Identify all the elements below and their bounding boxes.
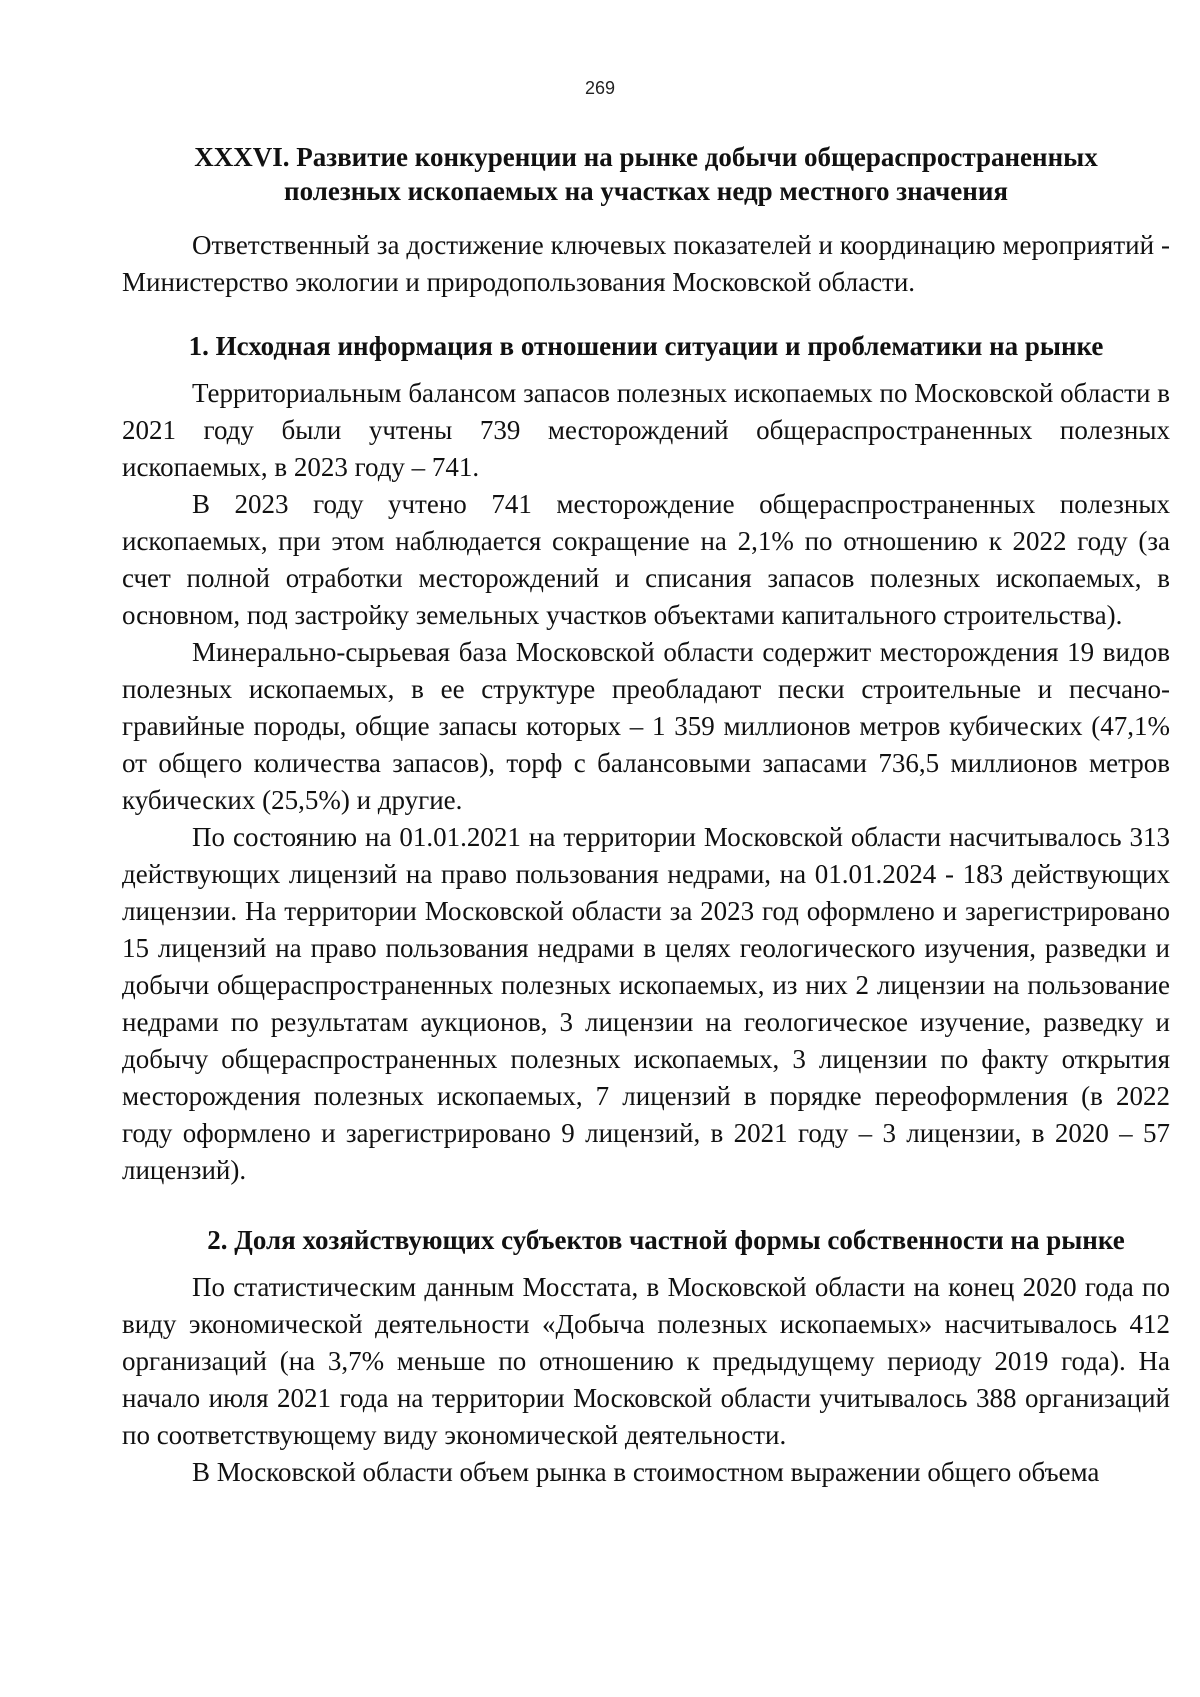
section-2-paragraph-1: По статистическим данным Мосстата, в Московской области на конец 2020 года по виду экономической деятельности «Добыча полезных ископаемых» насчитывалось 412 организаций (на 3,7% меньше по отношению к предыдущему периоду 2019 года). На начало июля 2021 года на территории Московской области учитывалось 388 организаций по соответствующему виду экономической деятельности. (122, 1272, 1170, 1450)
chapter-title-line-2: полезных ископаемых на участках недр местного значения (284, 176, 1008, 206)
section-1-paragraph-2: В 2023 году учтено 741 месторождение общераспространенных полезных ископаемых, при этом наблюдается сокращение на 2,1% по отношению к 2022 году (за счет полной отработки месторождений и списания запасов полезных ископаемых, в основном, под застройку земельных участков объектами капитального строительства). (122, 489, 1170, 630)
responsible-paragraph: Ответственный за достижение ключевых показателей и координацию мероприятий - Министерство экологии и природопользования Московской области. (122, 230, 1170, 297)
document-body (122, 140, 1170, 1491)
section-1-paragraph-1: Территориальным балансом запасов полезных ископаемых по Московской области в 2021 году были учтены 739 месторождений общераспространенных полезных ископаемых, в 2023 году – 741. (122, 378, 1170, 482)
section-1-paragraph-3: Минерально-сырьевая база Московской области содержит месторождения 19 видов полезных ископаемых, в ее структуре преобладают пески строительные и песчано-гравийные породы, общие запасы которых – 1 359 миллионов метров кубических (47,1% от общего количества запасов), торф с балансовыми запасами 736,5 миллионов метров кубических (25,5%) и другие. (122, 637, 1170, 815)
section-1-heading: 1. Исходная информация в отношении ситуации и проблематики на рынке (188, 331, 1104, 361)
section-2-heading: 2. Доля хозяйствующих субъектов частной формы собственности на рынке (207, 1225, 1125, 1255)
chapter-title (122, 140, 1170, 208)
section-1-paragraph-4: По состоянию на 01.01.2021 на территории Московской области насчитывалось 313 действующих лицензий на право пользования недрами, на 01.01.2024 - 183 действующих лицензии. На территории Московской области за 2023 год оформлено и зарегистрировано 15 лицензий на право пользования недрами в целях геологического изучения, разведки и добычи общераспространенных полезных ископаемых, из них 2 лицензии на пользование недрами по результатам аукционов, 3 лицензии на геологическое изучение, разведку и добычу общераспространенных полезных ископаемых, 3 лицензии по факту открытия месторождения полезных ископаемых, 7 лицензий в порядке переоформления (в 2022 году оформлено и зарегистрировано 9 лицензий, в 2021 году – 3 лицензии, в 2020 – 57 лицензий). (122, 822, 1170, 1185)
page-number: 269 (584, 78, 616, 98)
chapter-title-line-1: XXXVI. Развитие конкуренции на рынке добычи общераспространенных (194, 142, 1098, 172)
section-2-paragraph-2: В Московской области объем рынка в стоимостном выражении общего объема (192, 1457, 1100, 1487)
